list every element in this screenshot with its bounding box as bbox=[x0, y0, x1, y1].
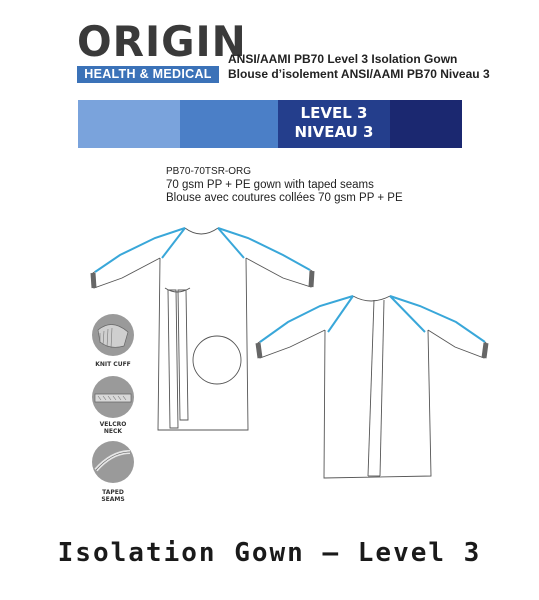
feature-label-taped-seams: TAPED SEAMS bbox=[101, 489, 125, 503]
feature-label-velcro-neck: VELCRO NECK bbox=[99, 421, 127, 435]
level-english: LEVEL 3 bbox=[300, 104, 368, 122]
knit-cuff-icon bbox=[92, 314, 134, 356]
brand-subtitle: HEALTH & MEDICAL bbox=[77, 66, 219, 83]
page-title: Isolation Gown – Level 3 bbox=[57, 538, 482, 568]
level-french: NIVEAU 3 bbox=[294, 123, 374, 141]
title-french: Blouse d’isolement ANSI/AAMI PB70 Niveau 3 bbox=[228, 67, 490, 81]
brand-name: ORIGIN bbox=[77, 17, 247, 66]
feature-label-knit-cuff: KNIT CUFF bbox=[95, 361, 131, 368]
description-english: 70 gsm PP + PE gown with taped seams bbox=[166, 178, 374, 191]
velcro-neck-icon bbox=[92, 376, 134, 418]
taped-seams-icon bbox=[92, 441, 134, 483]
gown-back-illustration bbox=[258, 296, 486, 478]
description-french: Blouse avec coutures collées 70 gsm PP + PE bbox=[166, 192, 403, 204]
title-english: ANSI/AAMI PB70 Level 3 Isolation Gown bbox=[228, 52, 458, 66]
product-code: PB70-70TSR-ORG bbox=[166, 166, 252, 177]
